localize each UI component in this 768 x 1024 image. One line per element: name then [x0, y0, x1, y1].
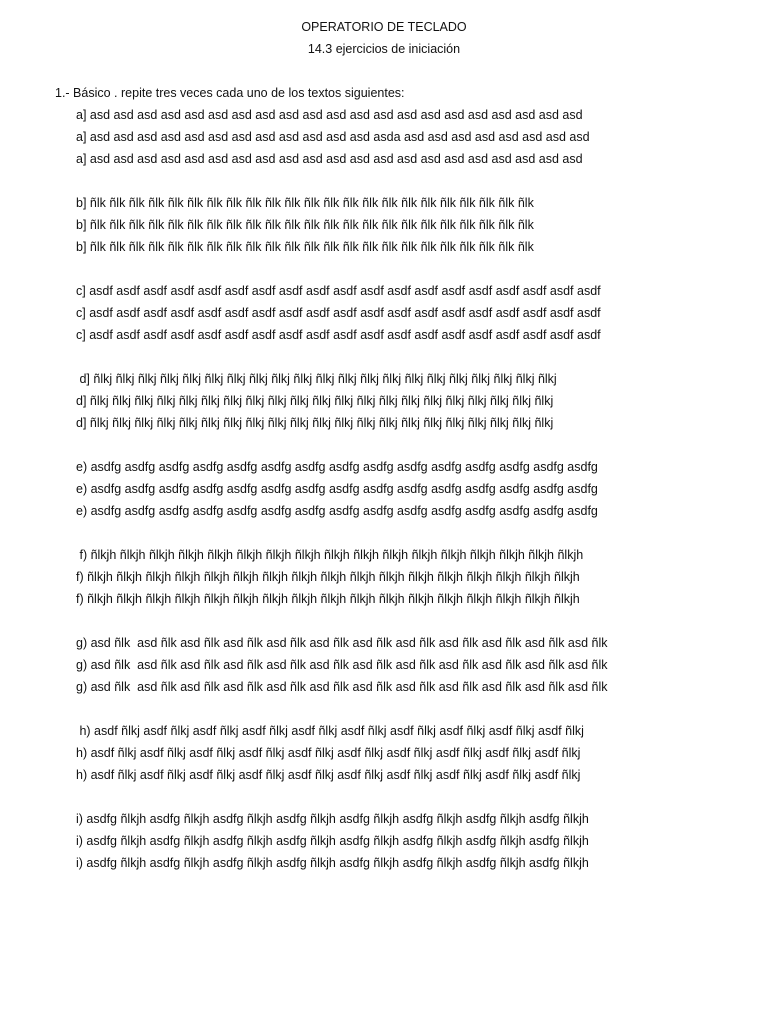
exercise-line: d] ñlkj ñlkj ñlkj ñlkj ñlkj ñlkj ñlkj ñlkj ñlkj ñlkj ñlkj ñlkj ñlkj ñlkj ñlkj ñlkj ñlkj ñlkj ñlkj ñlkj ñlkj	[76, 394, 554, 408]
exercise-group-g	[76, 636, 608, 702]
exercise-line: f) ñlkjh ñlkjh ñlkjh ñlkjh ñlkjh ñlkjh ñlkjh ñlkjh ñlkjh ñlkjh ñlkjh ñlkjh ñlkjh ñlkjh ñlkjh ñlkjh ñlkjh	[76, 592, 580, 606]
exercise-line: a] asd asd asd asd asd asd asd asd asd asd asd asd asd asd asd asd asd asd asd asd asd	[76, 152, 583, 166]
exercise-group-e	[76, 460, 608, 526]
exercise-line: i) asdfg ñlkjh asdfg ñlkjh asdfg ñlkjh asdfg ñlkjh asdfg ñlkjh asdfg ñlkjh asdfg ñlkjh asdfg ñlkjh	[76, 812, 589, 826]
exercise-line: f) ñlkjh ñlkjh ñlkjh ñlkjh ñlkjh ñlkjh ñlkjh ñlkjh ñlkjh ñlkjh ñlkjh ñlkjh ñlkjh ñlkjh ñlkjh ñlkjh ñlkjh	[76, 570, 580, 584]
exercise-line: b] ñlk ñlk ñlk ñlk ñlk ñlk ñlk ñlk ñlk ñlk ñlk ñlk ñlk ñlk ñlk ñlk ñlk ñlk ñlk ñlk ñlk ñlk ñlk	[76, 240, 534, 254]
exercise-line: d] ñlkj ñlkj ñlkj ñlkj ñlkj ñlkj ñlkj ñlkj ñlkj ñlkj ñlkj ñlkj ñlkj ñlkj ñlkj ñlkj ñlkj ñlkj ñlkj ñlkj ñlkj	[76, 372, 557, 386]
exercise-group-f	[76, 548, 608, 614]
exercise-line: e) asdfg asdfg asdfg asdfg asdfg asdfg asdfg asdfg asdfg asdfg asdfg asdfg asdfg asdfg asdfg	[76, 460, 598, 474]
exercise-line: f) ñlkjh ñlkjh ñlkjh ñlkjh ñlkjh ñlkjh ñlkjh ñlkjh ñlkjh ñlkjh ñlkjh ñlkjh ñlkjh ñlkjh ñlkjh ñlkjh ñlkjh	[76, 548, 584, 562]
exercise-group-i	[76, 812, 608, 878]
exercise-line: i) asdfg ñlkjh asdfg ñlkjh asdfg ñlkjh asdfg ñlkjh asdfg ñlkjh asdfg ñlkjh asdfg ñlkjh asdfg ñlkjh	[76, 856, 589, 870]
exercise-line: i) asdfg ñlkjh asdfg ñlkjh asdfg ñlkjh asdfg ñlkjh asdfg ñlkjh asdfg ñlkjh asdfg ñlkjh asdfg ñlkjh	[76, 834, 589, 848]
exercise-line: c] asdf asdf asdf asdf asdf asdf asdf asdf asdf asdf asdf asdf asdf asdf asdf asdf asdf asdf asdf	[76, 328, 601, 342]
exercise-line: d] ñlkj ñlkj ñlkj ñlkj ñlkj ñlkj ñlkj ñlkj ñlkj ñlkj ñlkj ñlkj ñlkj ñlkj ñlkj ñlkj ñlkj ñlkj ñlkj ñlkj ñlkj	[76, 416, 554, 430]
exercise-line: a] asd asd asd asd asd asd asd asd asd asd asd asd asda asd asd asd asd asd asd asd asd	[76, 130, 590, 144]
exercise-group-h	[76, 724, 608, 790]
exercise-line: g) asd ñlk asd ñlk asd ñlk asd ñlk asd ñlk asd ñlk asd ñlk asd ñlk asd ñlk asd ñlk asd ñlk asd ñlk	[76, 680, 608, 694]
document-subtitle: 14.3 ejercicios de iniciación	[307, 42, 461, 56]
exercise-group-b	[76, 196, 608, 262]
exercise-line: c] asdf asdf asdf asdf asdf asdf asdf asdf asdf asdf asdf asdf asdf asdf asdf asdf asdf asdf asdf	[76, 284, 601, 298]
exercise-line: g) asd ñlk asd ñlk asd ñlk asd ñlk asd ñlk asd ñlk asd ñlk asd ñlk asd ñlk asd ñlk asd ñlk asd ñlk	[76, 636, 608, 650]
exercise-list	[76, 108, 608, 900]
exercise-group-d	[76, 372, 608, 438]
exercise-line: e) asdfg asdfg asdfg asdfg asdfg asdfg asdfg asdfg asdfg asdfg asdfg asdfg asdfg asdfg asdfg	[76, 504, 598, 518]
exercise-group-a	[76, 108, 608, 174]
exercise-line: h) asdf ñlkj asdf ñlkj asdf ñlkj asdf ñlkj asdf ñlkj asdf ñlkj asdf ñlkj asdf ñlkj asdf ñlkj asdf ñlkj	[76, 768, 581, 782]
exercise-line: h) asdf ñlkj asdf ñlkj asdf ñlkj asdf ñlkj asdf ñlkj asdf ñlkj asdf ñlkj asdf ñlkj asdf ñlkj asdf ñlkj	[76, 746, 581, 760]
document-title: OPERATORIO DE TECLADO	[301, 20, 467, 34]
exercise-line: b] ñlk ñlk ñlk ñlk ñlk ñlk ñlk ñlk ñlk ñlk ñlk ñlk ñlk ñlk ñlk ñlk ñlk ñlk ñlk ñlk ñlk ñlk ñlk	[76, 218, 534, 232]
exercise-line: a] asd asd asd asd asd asd asd asd asd asd asd asd asd asd asd asd asd asd asd asd asd	[76, 108, 583, 122]
exercise-line: e) asdfg asdfg asdfg asdfg asdfg asdfg asdfg asdfg asdfg asdfg asdfg asdfg asdfg asdfg asdfg	[76, 482, 598, 496]
exercise-line: h) asdf ñlkj asdf ñlkj asdf ñlkj asdf ñlkj asdf ñlkj asdf ñlkj asdf ñlkj asdf ñlkj asdf ñlkj asdf ñlkj	[76, 724, 584, 738]
exercise-line: b] ñlk ñlk ñlk ñlk ñlk ñlk ñlk ñlk ñlk ñlk ñlk ñlk ñlk ñlk ñlk ñlk ñlk ñlk ñlk ñlk ñlk ñlk ñlk	[76, 196, 534, 210]
exercise-line: c] asdf asdf asdf asdf asdf asdf asdf asdf asdf asdf asdf asdf asdf asdf asdf asdf asdf asdf asdf	[76, 306, 601, 320]
exercise-line: g) asd ñlk asd ñlk asd ñlk asd ñlk asd ñlk asd ñlk asd ñlk asd ñlk asd ñlk asd ñlk asd ñlk asd ñlk	[76, 658, 608, 672]
exercise-instructions: 1.- Básico . repite tres veces cada uno de los textos siguientes:	[55, 86, 405, 100]
exercise-group-c	[76, 284, 608, 350]
